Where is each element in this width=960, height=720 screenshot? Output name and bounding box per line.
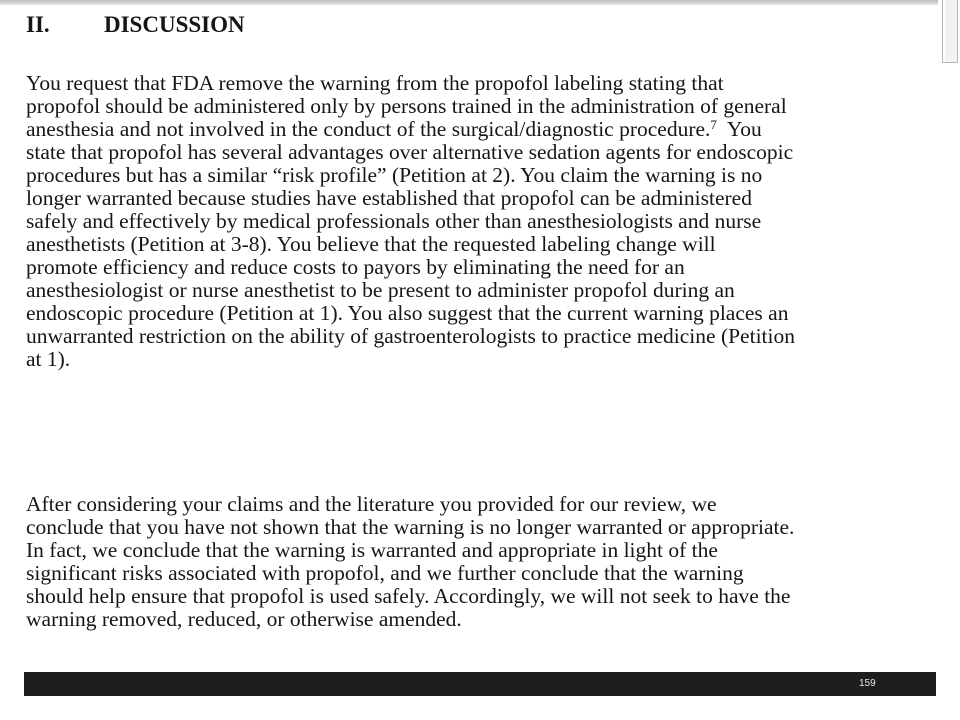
text-line: propofol should be administered only by persons trained in the administration of general	[26, 94, 787, 118]
text-line-segment: anesthesia and not involved in the conduct of the surgical/diagnostic procedure.	[26, 117, 711, 141]
text-line: In fact, we conclude that the warning is warranted and appropriate in light of the	[26, 538, 718, 562]
text-line: unwarranted restriction on the ability of gastroenterologists to practice medicine (Petition	[26, 324, 795, 348]
text-line: should help ensure that propofol is used safely. Accordingly, we will not seek to have the	[26, 584, 791, 608]
text-line: safely and effectively by medical professionals other than anesthesiologists and nurse	[26, 209, 762, 233]
paragraph-conclusion	[26, 493, 942, 631]
text-line: promote efficiency and reduce costs to payors by eliminating the need for an	[26, 255, 685, 279]
text-line-segment: You	[726, 117, 762, 141]
text-line: conclude that you have not shown that the warning is no longer warranted or appropriate.	[26, 515, 795, 539]
text-line: longer warranted because studies have established that propofol can be administered	[26, 186, 752, 210]
section-title: DISCUSSION	[104, 12, 245, 37]
window-corner-tab	[942, 0, 958, 63]
text-line: anesthesiologist or nurse anesthetist to be present to administer propofol during an	[26, 278, 735, 302]
page-number: 159	[859, 678, 876, 689]
text-line: state that propofol has several advantages over alternative sedation agents for endoscopic	[26, 140, 794, 164]
text-line: endoscopic procedure (Petition at 1). You also suggest that the current warning places an	[26, 301, 789, 325]
paragraph-request	[26, 72, 942, 371]
text-line: You request that FDA remove the warning from the propofol labeling stating that	[26, 71, 724, 95]
footer-bar	[24, 672, 936, 696]
text-line	[26, 118, 942, 141]
text-line: warning removed, reduced, or otherwise amended.	[26, 607, 462, 631]
section-heading	[26, 8, 245, 42]
footnote-reference[interactable]: 7	[710, 117, 717, 132]
text-line: procedures but has a similar “risk profile” (Petition at 2). You claim the warning is no	[26, 163, 763, 187]
text-line: anesthetists (Petition at 3-8). You believe that the requested labeling change will	[26, 232, 716, 256]
section-number: II.	[26, 12, 50, 37]
top-border	[0, 0, 938, 5]
text-line: significant risks associated with propofol, and we further conclude that the warning	[26, 561, 744, 585]
text-line: After considering your claims and the literature you provided for our review, we	[26, 492, 717, 516]
text-line: at 1).	[26, 347, 71, 371]
